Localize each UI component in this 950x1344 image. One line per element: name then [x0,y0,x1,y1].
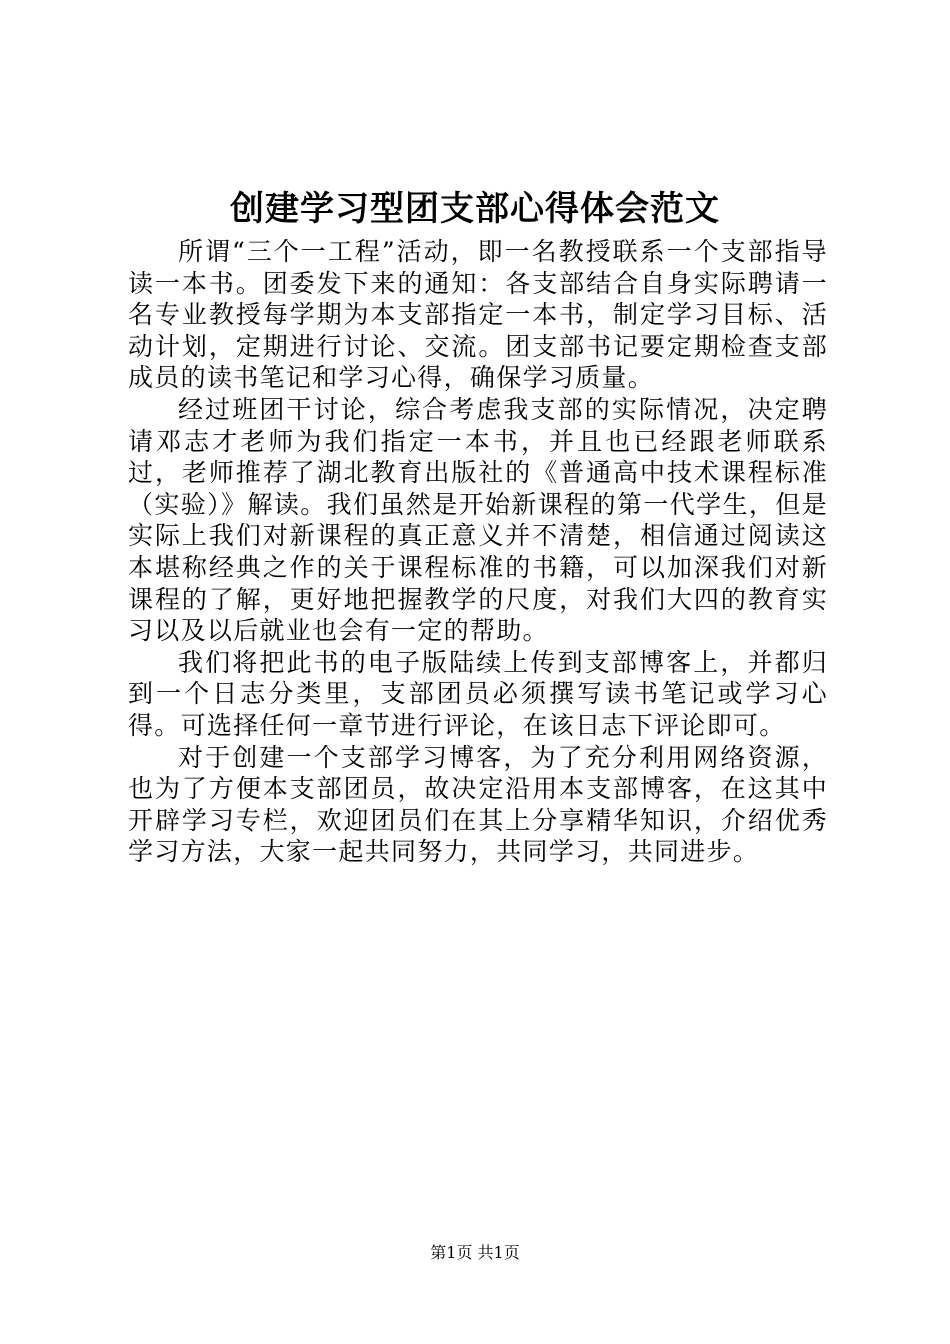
paragraph-3: 我们将把此书的电子版陆续上传到支部博客上，并都归到一个日志分类里，支部团员必须撰写读书笔记或学习心得。可选择任何一章节进行评论，在该日志下评论即可。 [128,647,828,740]
document-title: 创建学习型团支部心得体会范文 [230,189,720,229]
paragraph-1: 所谓“三个一工程”活动，即一名教授联系一个支部指导读一本书。团委发下来的通知：各支部结合自身实际聘请一名专业教授每学期为本支部指定一本书，制定学习目标、活动计划，定期进行讨论、交流。团支部书记要定期检查支部成员的读书笔记和学习心得，确保学习质量。 [128,237,828,393]
document-body [128,236,828,868]
paragraph-2: 经过班团干讨论，综合考虑我支部的实际情况，决定聘请邓志才老师为我们指定一本书，并且也已经跟老师联系过，老师推荐了湖北教育出版社的《普通高中技术课程标准（实验）》解读。我们虽然是开始新课程的第一代学生，但是实际上我们对新课程的真正意义并不清楚，相信通过阅读这本堪称经典之作的关于课程标准的书籍，可以加深我们对新课程的了解，更好地把握教学的尺度，对我们大四的教育实习以及以后就业也会有一定的帮助。 [128,394,828,646]
page-footer: 第1页 共1页 [430,1243,520,1262]
paragraph-4: 对于创建一个支部学习博客，为了充分利用网络资源，也为了方便本支部团员，故决定沿用本支部博客，在这其中开辟学习专栏，欢迎团员们在其上分享精华知识，介绍优秀学习方法，大家一起共同努力，共同学习，共同进步。 [128,742,828,867]
